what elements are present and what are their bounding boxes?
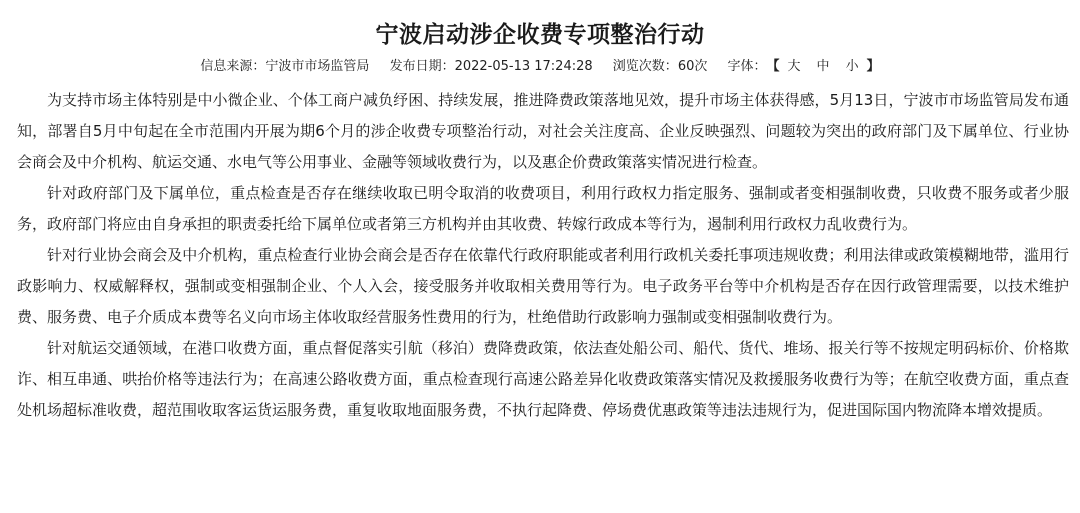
- source-value: 宁波市市场监管局: [265, 59, 370, 74]
- views-value: 60次: [677, 59, 708, 74]
- font-size-small-button[interactable]: 小: [845, 59, 859, 74]
- font-size-label: 字体：: [727, 59, 767, 74]
- date-label: 发布日期：: [389, 59, 455, 74]
- article-meta: [0, 57, 1080, 77]
- font-size-bracket-close: 】: [866, 59, 880, 74]
- date-value: 2022-05-13 17:24:28: [454, 59, 593, 74]
- source-label: 信息来源：: [200, 59, 266, 74]
- paragraph-3: 针对行业协会商会及中介机构，重点检查行业协会商会是否存在依靠代行政府职能或者利用行政机关委托事项违规收费；利用法律或政策模糊地带，滥用行政影响力、权威解释权，强制或变相强制企业、个人入会，接受服务并收取相关费用等行为。电子政务平台等中介机构是否存在因行政管理需要，以技术维护费、服务费、电子介质成本费等名义向市场主体收取经营服务性费用的行为，杜绝借助行政影响力强制或变相强制收费行为。: [17, 246, 1069, 326]
- views-label: 浏览次数：: [612, 59, 678, 74]
- article-title: 宁波启动涉企收费专项整治行动: [375, 22, 705, 48]
- paragraph-2: 针对政府部门及下属单位，重点检查是否存在继续收取已明令取消的收费项目，利用行政权力指定服务、强制或者变相强制收费，只收费不服务或者少服务，政府部门将应由自身承担的职责委托给下属单位或者第三方机构并由其收费、转嫁行政成本等行为，遏制利用行政权力乱收费行为。: [17, 184, 1069, 233]
- paragraph-1: 为支持市场主体特别是中小微企业、个体工商户减负纾困、持续发展，推进降费政策落地见效，提升市场主体获得感，5月13日，宁波市市场监管局发布通知，部署自5月中旬起在全市范围内开展为期6个月的涉企收费专项整治行动，对社会关注度高、企业反映强烈、问题较为突出的政府部门及下属单位、行业协会商会及中介机构、航运交通、水电气等公用事业、金融等领域收费行为，以及惠企价费政策落实情况进行检查。: [17, 91, 1069, 171]
- font-size-bracket-open: 【: [766, 59, 780, 74]
- paragraph-4: 针对航运交通领域，在港口收费方面，重点督促落实引航（移泊）费降费政策，依法查处船公司、船代、货代、堆场、报关行等不按规定明码标价、价格欺诈、相互串通、哄抬价格等违法行为；在高速公路收费方面，重点检查现行高速公路差异化收费政策落实情况及救援服务收费行为等；在航空收费方面，重点查处机场超标准收费，超范围收取客运货运服务费，重复收取地面服务费，不执行起降费、停场费优惠政策等违法违规行为，促进国际国内物流降本增效提质。: [17, 339, 1069, 419]
- article-body: [17, 85, 1069, 426]
- font-size-large-button[interactable]: 大: [787, 59, 801, 74]
- font-size-medium-button[interactable]: 中: [816, 59, 830, 74]
